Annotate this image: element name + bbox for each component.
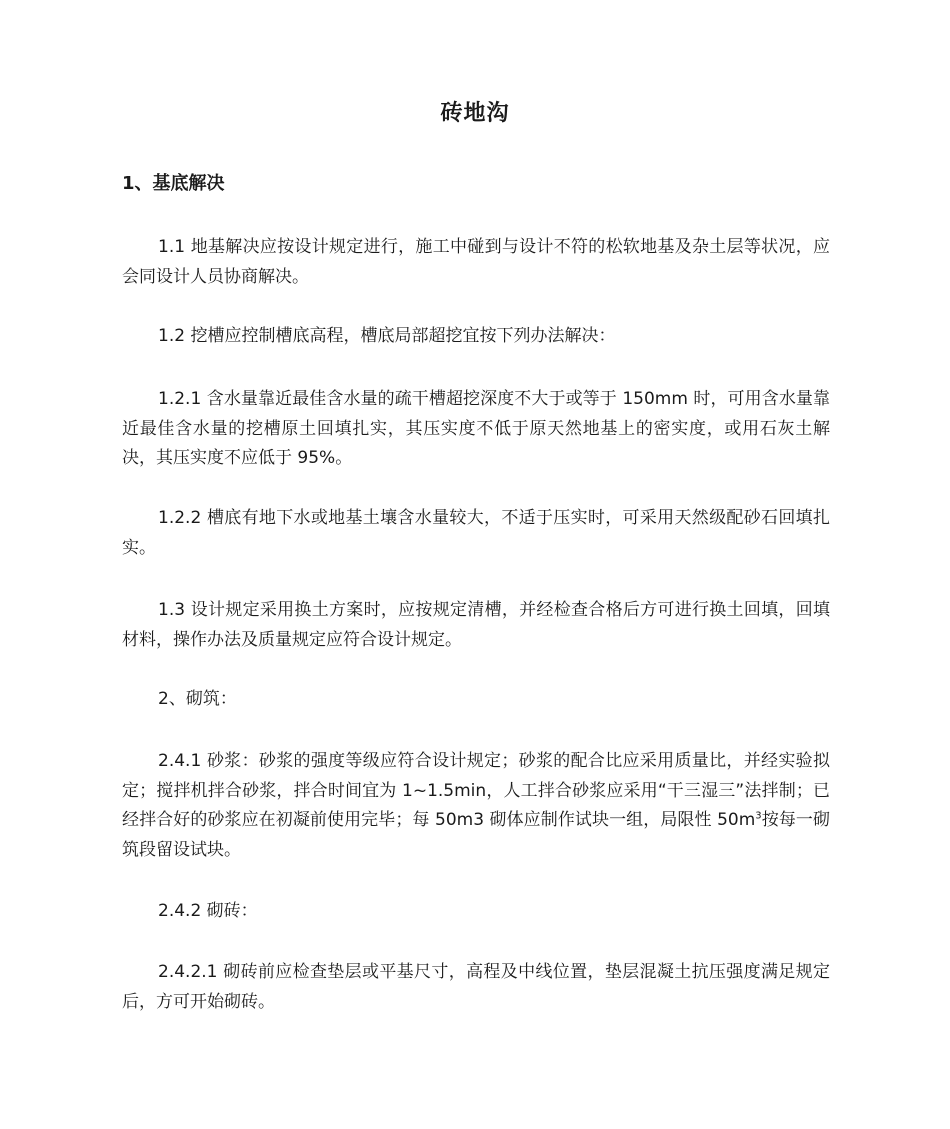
superscript-3: 3 [755, 810, 762, 822]
paragraph-2-4-1-tail: 按每一砌筑段留设试块。 [122, 810, 830, 860]
paragraph-1-1: 1.1 地基解决应按设计规定进行，施工中碰到与设计不符的松软地基及杂土层等状况，应会同设计人员协商解决。 [122, 237, 830, 287]
paragraph-1-2: 1.2 挖槽应控制槽底高程，槽底局部超挖宜按下列办法解决： [158, 326, 616, 346]
paragraph-1-2-2: 1.2.2 槽底有地下水或地基土壤含水量较大，不适于压实时，可采用天然级配砂石回填扎实。 [122, 508, 830, 558]
section-heading-1: 1、基底解决 [122, 173, 225, 194]
paragraph-2-4-1 [122, 747, 830, 865]
section-heading-2: 2、砌筑： [158, 689, 237, 709]
paragraph-2-4-2: 2.4.2 砌砖： [158, 901, 258, 921]
paragraph-2-4-1-main: 2.4.1 砂浆：砂浆的强度等级应符合设计规定；砂浆的配合比应采用质量比，并经实验拟定；搅拌机拌合砂浆，拌合时间宜为 1~1.5min，人工拌合砂浆应采用“干三湿三”法拌制；已经拌合好的砂浆应在初凝前使用完毕；每 50m3 砌体应制作试块一组，局限性 50m [122, 751, 830, 830]
paragraph-1-2-1: 1.2.1 含水量靠近最佳含水量的疏干槽超挖深度不大于或等于 150mm 时，可用含水量靠近最佳含水量的挖槽原土回填扎实，其压实度不低于原天然地基上的密实度，或用石灰土解决，其压实度不应低于 95%。 [122, 389, 830, 468]
document-title: 砖地沟 [440, 101, 510, 126]
paragraph-1-3: 1.3 设计规定采用换土方案时，应按规定清槽，并经检查合格后方可进行换土回填，回填材料，操作办法及质量规定应符合设计规定。 [122, 600, 830, 650]
paragraph-2-4-2-1: 2.4.2.1 砌砖前应检查垫层或平基尺寸，高程及中线位置，垫层混凝土抗压强度满足规定后，方可开始砌砖。 [122, 962, 830, 1012]
